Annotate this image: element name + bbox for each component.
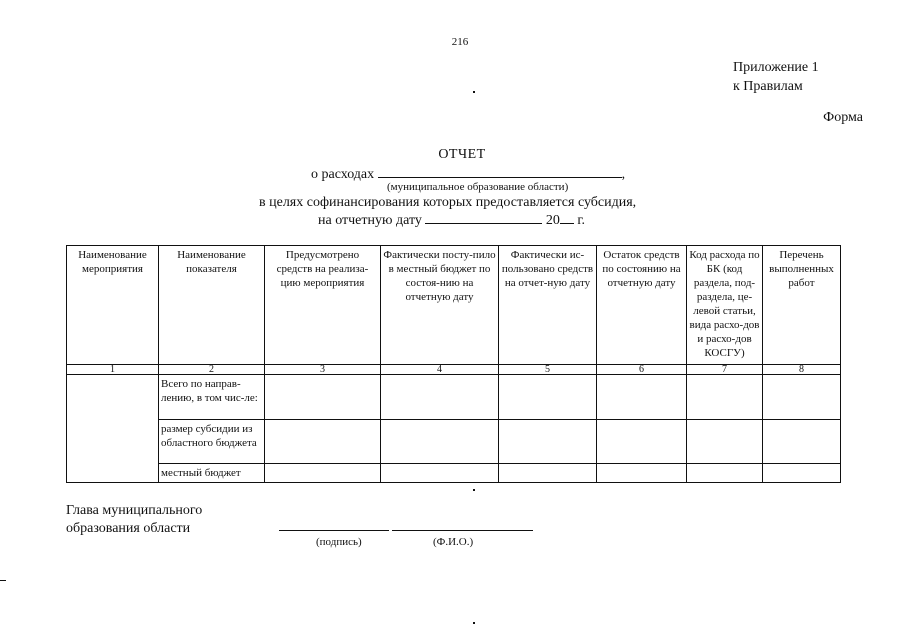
expenses-suffix: ,: [621, 167, 626, 182]
signature-blank[interactable]: [279, 530, 389, 531]
header-budget-code: Код расхода по БК (код раздела, под-раздела, це-левой статьи, вида расхо-дов и расхо-дов КОСГУ): [687, 246, 763, 365]
column-number: 2: [159, 365, 265, 375]
column-number: 5: [499, 365, 597, 375]
table-cell[interactable]: [687, 420, 763, 464]
column-number-row: [67, 365, 841, 375]
table-cell[interactable]: [381, 464, 499, 483]
signature-hint: (подпись): [316, 536, 362, 548]
row-label-local-budget: местный бюджет: [159, 464, 265, 483]
head-title-line-1: Глава муниципального: [66, 503, 203, 518]
table-cell[interactable]: [381, 420, 499, 464]
table-row: [67, 464, 841, 483]
expenses-prefix: о расходах: [311, 167, 375, 182]
column-number: 7: [687, 365, 763, 375]
header-planned-funds: Предусмотрено средств на реализа-цию мероприятия: [265, 246, 381, 365]
header-row: [67, 246, 841, 365]
header-received-funds: Фактически посту-пило в местный бюджет по состоя-нию на отчетную дату: [381, 246, 499, 365]
header-event-name: Наименование мероприятия: [67, 246, 159, 365]
scan-speck: [473, 622, 475, 624]
table-row: [67, 420, 841, 464]
municipality-hint: (муниципальное образование области): [387, 181, 569, 193]
table-cell[interactable]: [265, 420, 381, 464]
appendix-line-1: Приложение 1: [733, 60, 819, 75]
report-title: ОТЧЕТ: [438, 147, 486, 162]
scan-speck: [473, 489, 475, 491]
year-prefix: 20: [545, 213, 560, 228]
date-blank[interactable]: [425, 211, 542, 224]
table-cell[interactable]: [763, 420, 841, 464]
row-label-regional-subsidy: размер субсидии из областного бюджета: [159, 420, 265, 464]
purpose-line: в целях софинансирования которых предоставляется субсидия,: [259, 195, 637, 210]
report-table: [66, 245, 841, 483]
column-number: 4: [381, 365, 499, 375]
column-number: 8: [763, 365, 841, 375]
date-line: [318, 211, 585, 229]
header-balance: Остаток средств по состоянию на отчетную дату: [597, 246, 687, 365]
year-blank[interactable]: [560, 211, 574, 224]
table-cell[interactable]: [687, 464, 763, 483]
column-number: 3: [265, 365, 381, 375]
municipality-blank[interactable]: [378, 165, 622, 178]
table-cell[interactable]: [265, 375, 381, 420]
table-cell[interactable]: [763, 464, 841, 483]
table-row: [67, 375, 841, 420]
table-cell[interactable]: [499, 420, 597, 464]
header-indicator-name: Наименование показателя: [159, 246, 265, 365]
scan-edge-mark: [0, 580, 6, 581]
table-cell[interactable]: [265, 464, 381, 483]
table-cell[interactable]: [499, 464, 597, 483]
table-cell[interactable]: [381, 375, 499, 420]
name-hint: (Ф.И.О.): [433, 536, 474, 548]
name-blank[interactable]: [392, 530, 533, 531]
table-cell[interactable]: [687, 375, 763, 420]
table-cell[interactable]: [499, 375, 597, 420]
table-cell[interactable]: [597, 464, 687, 483]
table-cell[interactable]: [597, 375, 687, 420]
event-name-cell[interactable]: [67, 375, 159, 483]
table-cell[interactable]: [763, 375, 841, 420]
row-label-total: Всего по направ-лению, в том чис-ле:: [159, 375, 265, 420]
table-cell[interactable]: [597, 420, 687, 464]
column-number: 1: [67, 365, 159, 375]
head-title-line-2: образования области: [66, 521, 191, 536]
date-prefix: на отчетную дату: [318, 213, 422, 228]
scan-speck: [473, 91, 475, 93]
column-number: 6: [597, 365, 687, 375]
signature-title: [66, 502, 202, 538]
appendix-block: [733, 58, 819, 96]
year-suffix: г.: [577, 213, 586, 228]
form-label: Форма: [823, 110, 863, 125]
appendix-line-2: к Правилам: [733, 79, 803, 94]
page-number: 216: [451, 36, 469, 48]
header-used-funds: Фактически ис-пользовано средств на отчет-ную дату: [499, 246, 597, 365]
header-works-list: Перечень выполненных работ: [763, 246, 841, 365]
